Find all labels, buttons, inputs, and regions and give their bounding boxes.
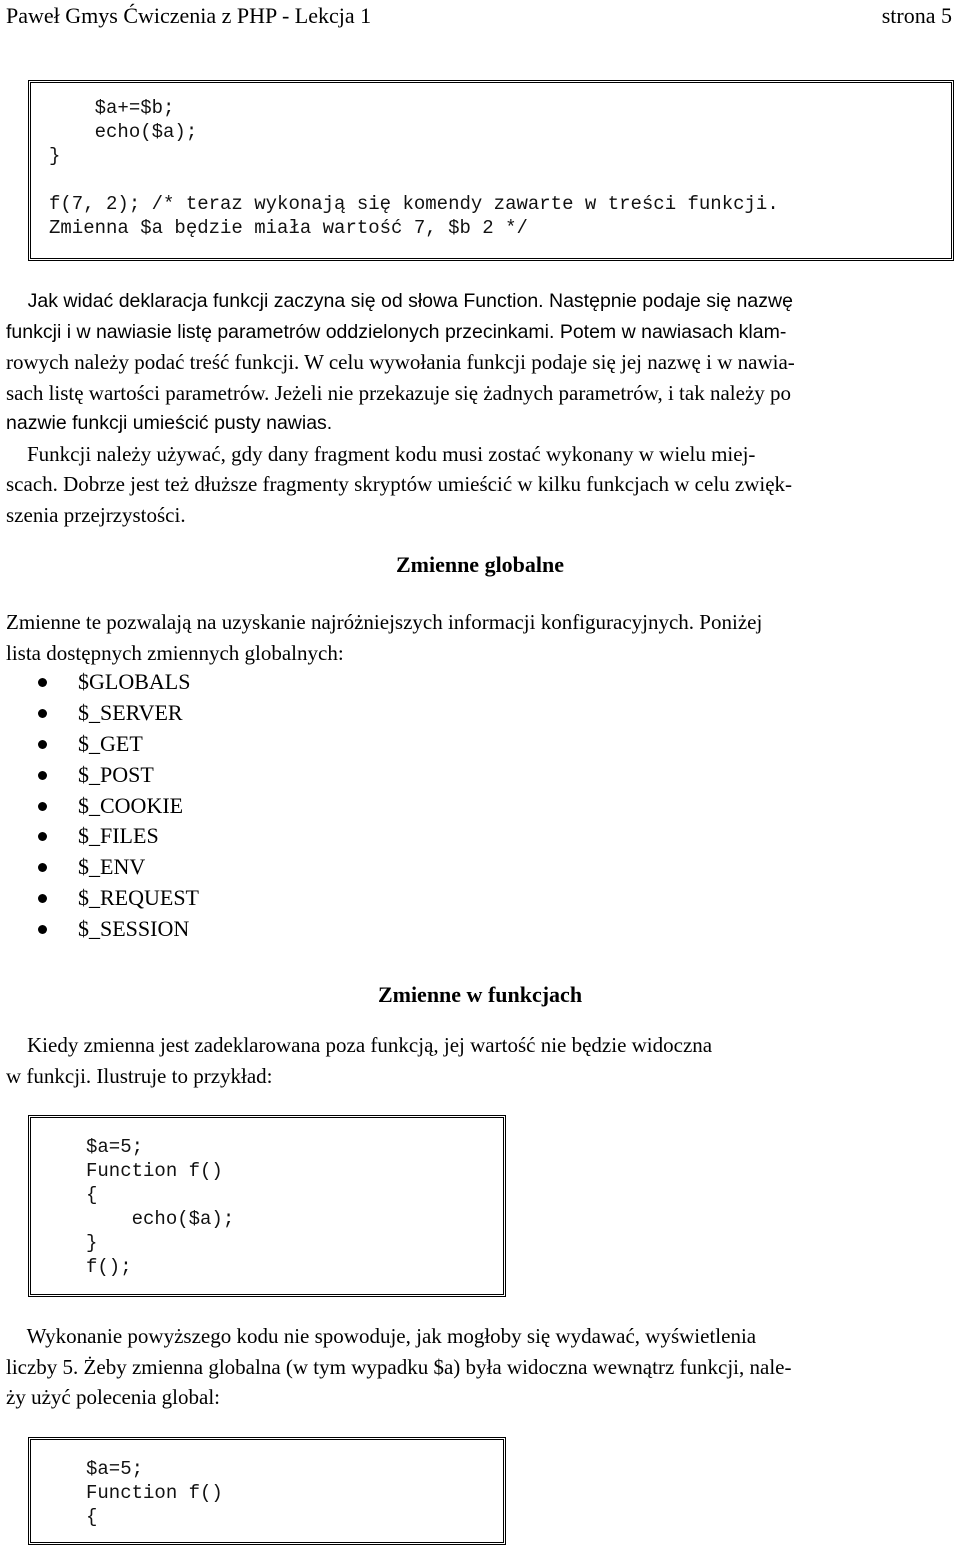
list-item-label: $_SERVER xyxy=(78,699,183,725)
text-line: Zmienne te pozwalają na uzyskanie najróżniejszych informacji konfiguracyjnych. Poniżej xyxy=(6,610,763,634)
list-item xyxy=(38,729,199,760)
code-block-1 xyxy=(28,80,954,261)
text-line: szenia przejrzystości. xyxy=(6,502,186,527)
list-item xyxy=(38,698,199,729)
list-item xyxy=(38,667,199,698)
code-line: echo($a); xyxy=(86,1208,235,1230)
bullet-icon xyxy=(38,863,47,872)
list-item xyxy=(38,791,199,822)
section-heading-function-variables: Zmienne w funkcjach xyxy=(377,982,583,1007)
text-line: Kiedy zmienna jest zadeklarowana poza funkcją, jej wartość nie będzie widoczna xyxy=(6,1033,713,1057)
code-line: $a+=$b; xyxy=(49,97,175,119)
bullet-icon xyxy=(38,709,47,718)
code-line: f(7, 2); /* teraz wykonają się komendy zawarte w treści funkcji. xyxy=(49,193,779,215)
code-line: Function f() xyxy=(86,1482,223,1504)
text-line: nazwie funkcji umieścić pusty nawias. xyxy=(6,412,333,434)
list-item xyxy=(38,852,199,883)
page-header xyxy=(6,1,952,33)
list-item-label: $_SESSION xyxy=(78,916,190,942)
header-title: Paweł Gmys Ćwiczenia z PHP - Lekcja 1 xyxy=(6,3,372,28)
text-line: Funkcji należy używać, gdy dany fragment kodu musi zostać wykonany w wielu miej- xyxy=(6,441,756,466)
text-line: scach. Dobrze jest też dłuższe fragmenty skryptów umieścić w kilku funkcjach w celu zwięk- xyxy=(6,472,793,496)
paragraph-globals-intro xyxy=(6,607,956,668)
text-line: lista dostępnych zmiennych globalnych: xyxy=(6,640,344,665)
code-line: { xyxy=(86,1506,98,1528)
bullet-icon xyxy=(38,832,47,841)
paragraph-function-description xyxy=(6,286,956,530)
code-line: Zmienna $a będzie miała wartość 7, $b 2 */ xyxy=(49,217,528,239)
bullet-icon xyxy=(38,894,47,903)
text-line: sach listę wartości parametrów. Jeżeli nie przekazuje się żadnych parametrów, i tak należy po xyxy=(6,380,792,405)
bullet-icon xyxy=(38,771,47,780)
list-item-label: $_FILES xyxy=(78,823,159,849)
bullet-icon xyxy=(38,802,47,811)
list-item-label: $_GET xyxy=(78,730,143,756)
code-line xyxy=(49,168,951,192)
bullet-icon xyxy=(38,740,47,749)
list-item-label: $_ENV xyxy=(78,854,146,880)
globals-list xyxy=(38,667,199,945)
paragraph-function-scope xyxy=(6,1030,956,1091)
text-line: Jak widać deklaracja funkcji zaczyna się od słowa Function. Następnie podaje się nazwę xyxy=(6,290,793,312)
text-line: Wykonanie powyższego kodu nie spowoduje, jak mogłoby się wydawać, wyświetlenia xyxy=(6,1324,757,1348)
code-block-3 xyxy=(28,1437,506,1545)
bullet-icon xyxy=(38,925,47,934)
paragraph-global-keyword xyxy=(6,1321,956,1413)
code-line: echo($a); xyxy=(49,121,198,143)
bullet-icon xyxy=(38,678,47,687)
code-line: { xyxy=(86,1184,98,1206)
text-line: funkcji i w nawiasie listę parametrów oddzielonych przecinkami. Potem w nawiasach klam- xyxy=(6,320,787,343)
code-line: $a=5; xyxy=(86,1136,144,1158)
list-item xyxy=(38,914,199,945)
list-item-label: $_COOKIE xyxy=(78,792,184,818)
page-number: strona 5 xyxy=(881,3,952,28)
section-heading-globals: Zmienne globalne xyxy=(395,552,565,577)
list-item xyxy=(38,883,199,914)
code-line: } xyxy=(86,1232,98,1254)
text-line: rowych należy podać treść funkcji. W celu wywołania funkcji podaje się jej nazwę i w nawia- xyxy=(6,350,795,374)
text-line: w funkcji. Ilustruje to przykład: xyxy=(6,1063,273,1088)
code-line: Function f() xyxy=(86,1160,223,1182)
text-line: ży użyć polecenia global: xyxy=(6,1385,220,1409)
code-line: } xyxy=(49,145,61,167)
list-item-label: $GLOBALS xyxy=(78,669,191,694)
code-block-2 xyxy=(28,1115,506,1297)
code-line: f(); xyxy=(86,1256,132,1278)
list-item-label: $_REQUEST xyxy=(78,885,199,911)
list-item xyxy=(38,760,199,791)
list-item xyxy=(38,821,199,852)
list-item-label: $_POST xyxy=(78,761,154,787)
code-line: $a=5; xyxy=(86,1458,144,1480)
text-line: liczby 5. Żeby zmienna globalna (w tym wypadku $a) była widoczna wewnątrz funkcji, nale- xyxy=(6,1354,792,1379)
